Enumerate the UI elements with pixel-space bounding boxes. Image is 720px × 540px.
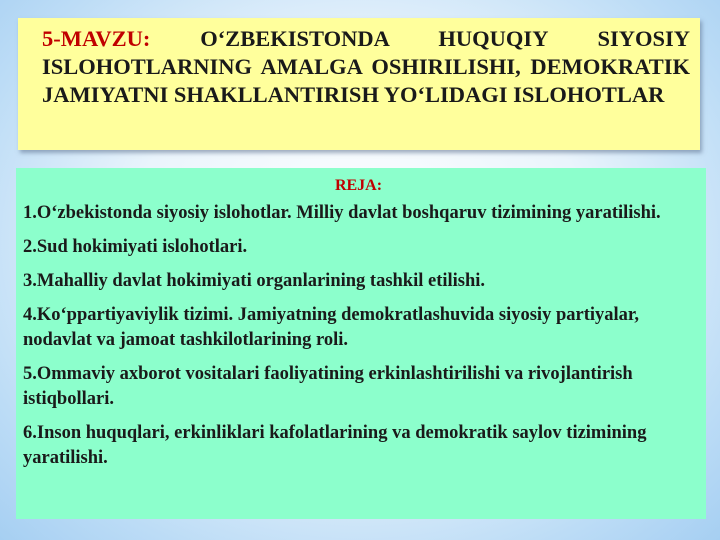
plan-item-5: 5.Ommaviy axborot vositalari faoliyatining erkinlashtirilishi va rivojlantirish istiqbollari. <box>23 364 633 409</box>
plan-item-3: 3.Mahalliy davlat hokimiyati organlarining tashkil etilishi. <box>23 271 486 291</box>
title-box <box>18 18 700 150</box>
plan-box <box>16 168 706 519</box>
plan-heading: REJA: <box>334 177 383 194</box>
plan-list <box>23 201 694 471</box>
plan-item-2: 2.Sud hokimiyati islohotlari. <box>23 237 248 257</box>
plan-item-4: 4.Ko‘ppartiyaviylik tizimi. Jamiyatning demokratlashuvida siyosiy partiyalar, nodavlat va jamoat tashkilotlarining roli. <box>23 305 640 350</box>
plan-item-1: 1.O‘zbekistonda siyosiy islohotlar. Milliy davlat boshqaruv tizimining yaratilishi. <box>23 203 661 223</box>
topic-number: 5-MAVZU: <box>42 26 151 51</box>
topic-title: O‘ZBEKISTONDA HUQUQIY SIYOSIY ISLOHOTLARNING AMALGA OSHIRILISHI, DEMOKRATIK JAMIYATNI SHAKLLANTIRISH YO‘LIDAGI ISLOHOTLAR <box>42 26 690 107</box>
slide-title <box>42 25 690 109</box>
plan-item-6: 6.Inson huquqlari, erkinliklari kafolatlarining va demokratik saylov tizimining yaratilishi. <box>23 423 647 468</box>
